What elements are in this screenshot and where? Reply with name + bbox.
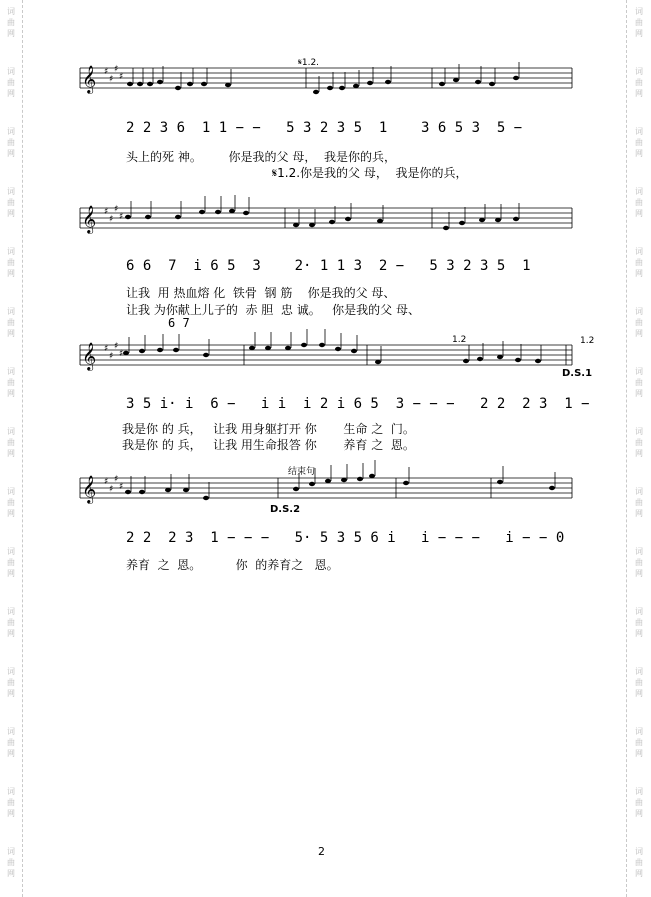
watermark-mark: 词 曲 网 [635,367,643,398]
page-number: 2 [318,845,325,858]
notehead [215,210,221,214]
watermark-mark: 词 曲 网 [7,727,15,758]
sharp-icon: ♯ [104,67,109,77]
watermark-mark: 词 曲 网 [7,247,15,278]
notehead [443,226,449,230]
sharp-icon: ♯ [109,484,114,495]
sharp-icon: ♯ [109,74,114,85]
coda-label: 1.2 [452,335,467,345]
watermark-mark: 词 曲 网 [635,427,643,458]
notehead [293,487,299,491]
notehead [351,349,357,353]
notehead [201,82,207,86]
notehead [479,218,485,222]
notehead [535,359,541,363]
notehead [459,221,465,225]
watermark-mark: 词 曲 网 [635,787,643,818]
notehead [145,215,151,219]
notehead [325,479,331,483]
notehead [147,82,153,86]
sharp-icon: ♯ [119,349,124,359]
treble-clef-icon: 𝄞 [82,342,97,370]
notehead [497,355,503,359]
notehead [265,346,271,350]
notehead [187,82,193,86]
lyric-line-4: 养育 之 恩。 你 的养育之 恩。 [126,558,339,572]
notehead [345,217,351,221]
sharp-icon: ♯ [114,204,119,215]
treble-clef-icon: 𝄞 [82,65,97,93]
jianpu-line-3: 3 5 i· i 6 − i i i 2 i 6 5 3 − − − 2 2 2 3 1 − [126,396,590,412]
notehead [549,486,555,490]
sharp-icon: ♯ [104,207,109,217]
notehead [173,348,179,352]
notehead [385,80,391,84]
watermark-mark: 词 曲 网 [635,247,643,278]
notehead [403,481,409,485]
notehead [489,82,495,86]
notehead [341,478,347,482]
notehead [175,215,181,219]
notehead [369,474,375,478]
notehead [377,219,383,223]
treble-clef-icon: 𝄞 [82,205,97,233]
notehead [127,82,133,86]
notehead [513,76,519,80]
watermark-mark: 词 曲 网 [635,547,643,578]
jianpu-line-1: 2 2 3 6 1 1 − − 5 3 2 3 5 1 3 6 5 3 5 − [126,120,523,136]
notehead [513,217,519,221]
watermark-mark: 词 曲 网 [7,667,15,698]
watermark-mark: 词 曲 网 [635,667,643,698]
notehead [329,220,335,224]
watermark-mark: 词 曲 网 [7,7,15,38]
watermark-mark: 词 曲 网 [635,127,643,158]
notehead [203,353,209,357]
notehead [301,343,307,347]
watermark-mark: 词 曲 网 [635,487,643,518]
lyric-line-2b: 让我 为你献上儿子的 赤 胆 忠 诚。 你是我的父 母、 [126,303,420,317]
watermark-mark: 词 曲 网 [7,187,15,218]
watermark-mark: 词 曲 网 [7,307,15,338]
notehead [175,86,181,90]
watermark-mark: 词 曲 网 [7,487,15,518]
watermark-mark: 词 曲 网 [7,427,15,458]
watermark-mark: 词 曲 网 [635,607,643,638]
notehead [309,482,315,486]
watermark-mark: 词 曲 网 [635,307,643,338]
notehead [495,218,501,222]
notehead [139,490,145,494]
notehead [139,349,145,353]
watermark-mark: 词 曲 网 [7,127,15,158]
notehead [515,358,521,362]
notehead [203,496,209,500]
watermark-mark: 词 曲 网 [7,787,15,818]
watermark-mark: 词 曲 网 [7,367,15,398]
notehead [285,346,291,350]
notehead [339,86,345,90]
notehead [243,211,249,215]
lyric-line-1b: 𝄋1.2.你是我的父 母， 我是你的兵， [272,166,468,180]
lyric-line-1a: 头上的死 神。 你是我的父 母， 我是你的兵， [126,150,396,164]
sharp-icon: ♯ [109,214,114,225]
notehead [475,80,481,84]
above-label-67: 6 7 [168,316,190,330]
sharp-icon: ♯ [104,344,109,354]
watermark-mark: 词 曲 网 [635,847,643,878]
sharp-icon: ♯ [119,212,124,222]
watermark-mark: 词 曲 网 [7,607,15,638]
notehead [157,80,163,84]
notehead [157,348,163,352]
ending-label: 结束句 [288,467,316,477]
sharp-icon: ♯ [114,341,119,352]
watermark-mark: 词 曲 网 [7,547,15,578]
notehead [367,81,373,85]
notehead [313,90,319,94]
sharp-icon: ♯ [104,477,109,487]
notehead [225,83,231,87]
notehead [453,78,459,82]
notehead [125,490,131,494]
notehead [293,223,299,227]
treble-clef-icon: 𝄞 [82,475,97,503]
sharp-icon: ♯ [109,351,114,362]
notehead [165,488,171,492]
notehead [309,223,315,227]
notehead [249,346,255,350]
watermark-mark: 词 曲 网 [635,67,643,98]
watermark-mark: 词 曲 网 [635,727,643,758]
notehead [497,480,503,484]
notehead [137,82,143,86]
coda-label-2: 1.2 [580,336,595,346]
notehead [123,351,129,355]
notehead [463,359,469,363]
notehead [327,86,333,90]
notehead [353,84,359,88]
notehead [199,210,205,214]
jianpu-line-2: 6 6 7 i 6 5 3 2· 1 1 3 2 − 5 3 2 3 5 1 [126,258,531,274]
watermark-mark: 词 曲 网 [635,7,643,38]
watermark-mark: 词 曲 网 [7,67,15,98]
notehead [375,360,381,364]
watermark-mark: 词 曲 网 [7,847,15,878]
notehead [229,209,235,213]
notehead [439,82,445,86]
jianpu-line-4: 2 2 2 3 1 − − − 5· 5 3 5 6 i i − − − i − − 0 [126,530,565,546]
sharp-icon: ♯ [119,482,124,492]
lyric-line-3b: 我是你 的 兵， 让我 用生命报答 你 养育 之 恩。 [122,438,415,452]
lyric-line-2a: 让我 用 热血熔 化 铁骨 钢 筋 你是我的父 母、 [126,286,396,300]
ds1-marking: D.S.1 [562,368,593,379]
notehead [183,488,189,492]
sharp-icon: ♯ [119,72,124,82]
watermark-mark: 词 曲 网 [635,187,643,218]
segno-label: 𝄋1.2. [298,58,320,68]
notehead [319,343,325,347]
notehead [335,347,341,351]
sharp-icon: ♯ [114,64,119,75]
notehead [477,357,483,361]
ds2-marking: D.S.2 [270,504,301,515]
notehead [125,215,131,219]
sharp-icon: ♯ [114,474,119,485]
lyric-line-3a: 我是你 的 兵， 让我 用身躯打开 你 生命 之 门。 [122,422,415,436]
notehead [357,477,363,481]
